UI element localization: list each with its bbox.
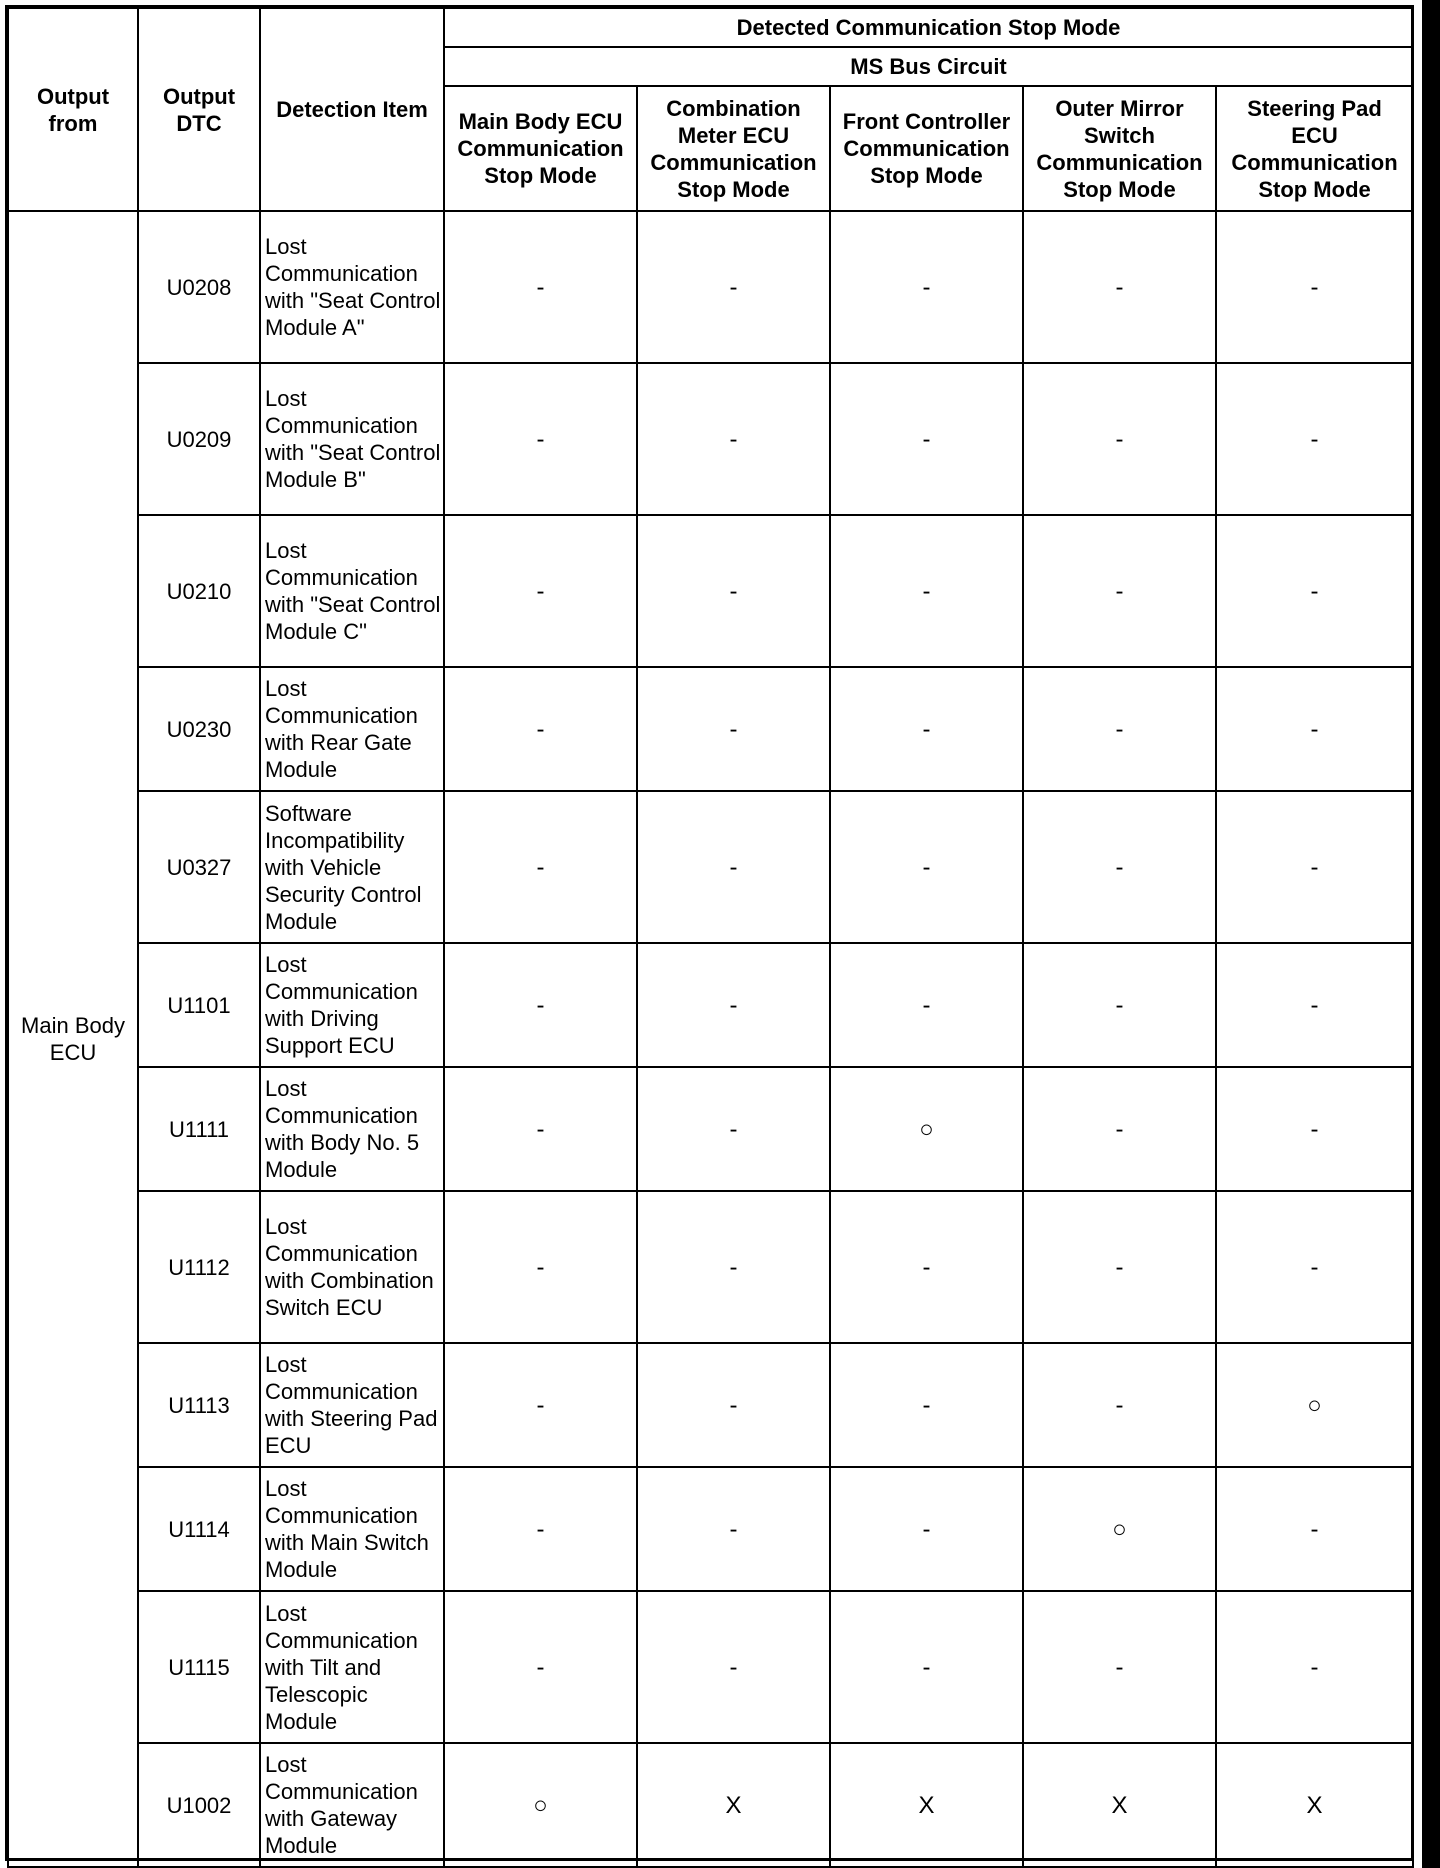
mode-cell: - <box>1023 667 1216 791</box>
detection-item-cell: Lost Communication with Combination Switch ECU <box>260 1191 444 1343</box>
header-mode-combination-meter: Combination Meter ECU Communication Stop Mode <box>637 86 830 211</box>
mode-cell: - <box>1216 515 1413 667</box>
mode-cell: - <box>637 943 830 1067</box>
mode-cell: - <box>830 211 1023 363</box>
mode-cell: - <box>1023 943 1216 1067</box>
table-row <box>8 515 1413 667</box>
mode-cell: - <box>1023 211 1216 363</box>
dtc-code-cell: U0327 <box>138 791 260 943</box>
mode-cell: - <box>1216 1191 1413 1343</box>
mode-cell: ○ <box>444 1743 637 1867</box>
mode-cell: - <box>637 1067 830 1191</box>
mode-cell: - <box>637 791 830 943</box>
detection-item-cell: Lost Communication with "Seat Control Module C" <box>260 515 444 667</box>
detection-item-cell: Software Incompatibility with Vehicle Security Control Module <box>260 791 444 943</box>
mode-cell: X <box>1023 1743 1216 1867</box>
mode-cell: - <box>637 515 830 667</box>
detection-item-cell: Lost Communication with Driving Support ECU <box>260 943 444 1067</box>
mode-cell: - <box>1216 1467 1413 1591</box>
header-output-from: Output from <box>8 8 138 211</box>
dtc-code-cell: U1114 <box>138 1467 260 1591</box>
detection-item-cell: Lost Communication with "Seat Control Module B" <box>260 363 444 515</box>
mode-cell: - <box>830 1467 1023 1591</box>
table-row <box>8 791 1413 943</box>
table-row <box>8 943 1413 1067</box>
mode-cell: - <box>830 667 1023 791</box>
right-edge-bar <box>1422 0 1440 1868</box>
mode-cell: - <box>830 1343 1023 1467</box>
mode-cell: X <box>1216 1743 1413 1867</box>
table-row <box>8 211 1413 363</box>
header-mode-front-controller: Front Controller Communication Stop Mode <box>830 86 1023 211</box>
detection-item-cell: Lost Communication with Steering Pad ECU <box>260 1343 444 1467</box>
dtc-code-cell: U0209 <box>138 363 260 515</box>
detection-item-cell: Lost Communication with Rear Gate Module <box>260 667 444 791</box>
dtc-code-cell: U1113 <box>138 1343 260 1467</box>
detection-item-cell: Lost Communication with Gateway Module <box>260 1743 444 1867</box>
mode-cell: - <box>1216 943 1413 1067</box>
table-row <box>8 1191 1413 1343</box>
detection-item-cell: Lost Communication with Main Switch Module <box>260 1467 444 1591</box>
header-ms-bus: MS Bus Circuit <box>444 47 1413 86</box>
mode-cell: - <box>444 791 637 943</box>
table-row <box>8 1743 1413 1867</box>
mode-cell: - <box>444 1343 637 1467</box>
table-row <box>8 1591 1413 1743</box>
mode-cell: - <box>830 943 1023 1067</box>
mode-cell: - <box>444 211 637 363</box>
mode-cell: - <box>444 1067 637 1191</box>
header-detection-item: Detection Item <box>260 8 444 211</box>
output-from-cell: Main Body ECU <box>8 211 138 1867</box>
table-body <box>8 211 1413 1867</box>
mode-cell: - <box>1216 1591 1413 1743</box>
mode-cell: - <box>444 1191 637 1343</box>
mode-cell: - <box>830 1591 1023 1743</box>
detection-item-cell: Lost Communication with Body No. 5 Module <box>260 1067 444 1191</box>
mode-cell: - <box>637 211 830 363</box>
dtc-code-cell: U0208 <box>138 211 260 363</box>
mode-cell: ○ <box>1023 1467 1216 1591</box>
table-row <box>8 1343 1413 1467</box>
detection-item-cell: Lost Communication with "Seat Control Module A" <box>260 211 444 363</box>
mode-cell: - <box>444 1467 637 1591</box>
mode-cell: - <box>830 1191 1023 1343</box>
mode-cell: - <box>637 363 830 515</box>
dtc-code-cell: U0210 <box>138 515 260 667</box>
mode-cell: - <box>444 943 637 1067</box>
header-mode-main-body: Main Body ECU Communication Stop Mode <box>444 86 637 211</box>
mode-cell: - <box>830 363 1023 515</box>
mode-cell: - <box>830 515 1023 667</box>
table-row <box>8 667 1413 791</box>
mode-cell: - <box>444 667 637 791</box>
mode-cell: - <box>1023 1343 1216 1467</box>
mode-cell: - <box>444 515 637 667</box>
mode-cell: - <box>1023 515 1216 667</box>
mode-cell: - <box>830 791 1023 943</box>
mode-cell: - <box>444 1591 637 1743</box>
mode-cell: - <box>637 1591 830 1743</box>
mode-cell: - <box>637 667 830 791</box>
mode-cell: - <box>637 1191 830 1343</box>
mode-cell: ○ <box>1216 1343 1413 1467</box>
mode-cell: - <box>637 1343 830 1467</box>
dtc-code-cell: U1115 <box>138 1591 260 1743</box>
mode-cell: - <box>1023 791 1216 943</box>
header-mode-steering-pad: Steering Pad ECU Communication Stop Mode <box>1216 86 1413 211</box>
mode-cell: - <box>1023 1591 1216 1743</box>
mode-cell: ○ <box>830 1067 1023 1191</box>
mode-cell: - <box>1023 1191 1216 1343</box>
table-row <box>8 1467 1413 1591</box>
mode-cell: - <box>1216 211 1413 363</box>
mode-cell: - <box>1023 1067 1216 1191</box>
header-mode-outer-mirror: Outer Mirror Switch Communication Stop Mode <box>1023 86 1216 211</box>
header-output-dtc: Output DTC <box>138 8 260 211</box>
table-row <box>8 363 1413 515</box>
mode-cell: - <box>1216 363 1413 515</box>
mode-cell: - <box>444 363 637 515</box>
header-detected-mode: Detected Communication Stop Mode <box>444 8 1413 47</box>
mode-cell: - <box>1216 667 1413 791</box>
dtc-code-cell: U1101 <box>138 943 260 1067</box>
mode-cell: X <box>830 1743 1023 1867</box>
dtc-code-cell: U1111 <box>138 1067 260 1191</box>
mode-cell: - <box>1216 1067 1413 1191</box>
detection-item-cell: Lost Communication with Tilt and Telescopic Module <box>260 1591 444 1743</box>
mode-cell: - <box>1216 791 1413 943</box>
mode-cell: - <box>1023 363 1216 515</box>
dtc-table <box>7 7 1414 1868</box>
mode-cell: X <box>637 1743 830 1867</box>
dtc-code-cell: U1112 <box>138 1191 260 1343</box>
table-row <box>8 1067 1413 1191</box>
dtc-code-cell: U1002 <box>138 1743 260 1867</box>
dtc-code-cell: U0230 <box>138 667 260 791</box>
mode-cell: - <box>637 1467 830 1591</box>
